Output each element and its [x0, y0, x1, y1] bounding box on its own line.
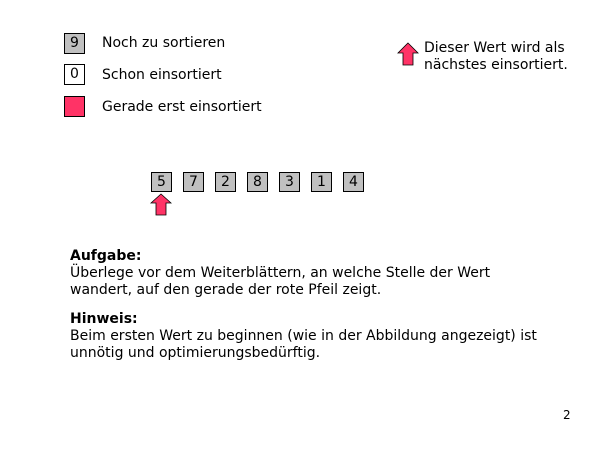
array-cell: 4 — [343, 172, 364, 192]
hint-line1: Beim ersten Wert zu beginnen (wie in der Abbildung angezeigt) ist — [70, 328, 537, 344]
legend-box-just-sorted — [64, 96, 85, 117]
arrow-note-line1: Dieser Wert wird als — [424, 40, 565, 56]
page-number: 2 — [563, 408, 571, 422]
legend-label-sorted: Schon einsortiert — [102, 67, 222, 83]
legend-box-sorted: 0 — [64, 64, 85, 85]
array-cell: 3 — [279, 172, 300, 192]
hint-line2: unnötig und optimierungsbedürftig. — [70, 345, 321, 361]
hint-block — [70, 311, 540, 362]
array-cell: 2 — [215, 172, 236, 192]
array-cell: 7 — [183, 172, 204, 192]
task-heading: Aufgabe: — [70, 248, 142, 264]
up-arrow-icon — [397, 42, 419, 66]
legend-label-unsorted: Noch zu sortieren — [102, 35, 226, 51]
array-cell: 5 — [151, 172, 172, 192]
arrow-note-line2: nächstes einsortiert. — [424, 57, 568, 73]
array-cell: 1 — [311, 172, 332, 192]
task-block — [70, 248, 540, 299]
task-line2: wandert, auf den gerade der rote Pfeil zeigt. — [70, 282, 382, 298]
task-line1: Überlege vor dem Weiterblättern, an welche Stelle der Wert — [70, 265, 491, 281]
arrow-note — [424, 40, 568, 74]
hint-heading: Hinweis: — [70, 311, 138, 327]
legend-label-just-sorted: Gerade erst einsortiert — [102, 99, 262, 115]
array-cell: 8 — [247, 172, 268, 192]
legend-box-unsorted: 9 — [64, 33, 85, 54]
pointer-arrow-icon — [150, 193, 172, 216]
